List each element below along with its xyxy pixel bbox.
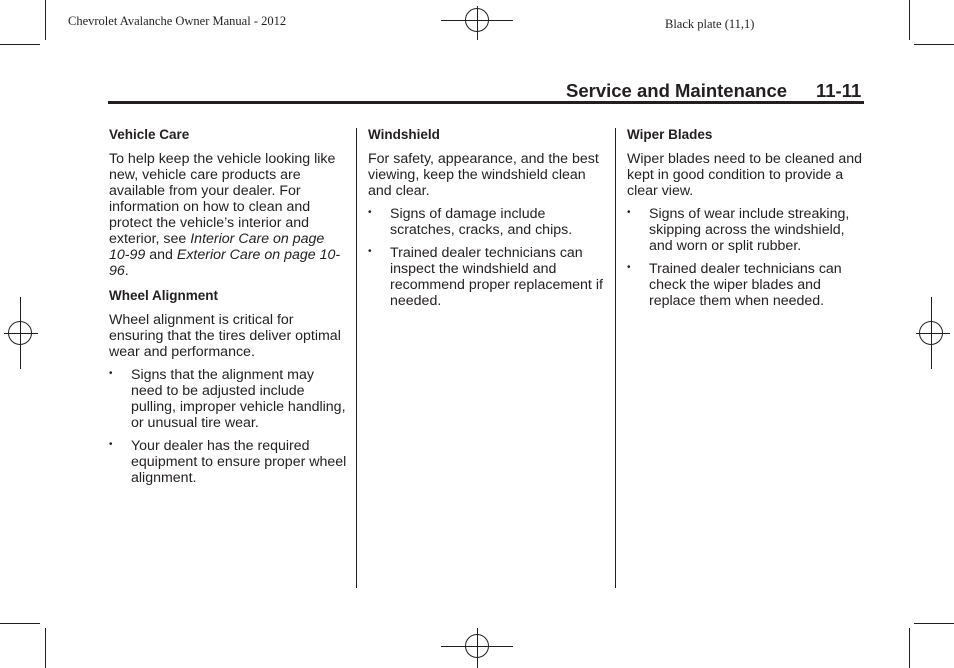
manual-title: Chevrolet Avalanche Owner Manual - 2012	[68, 14, 287, 28]
page-number: 11-11	[816, 80, 862, 101]
registration-mark-circle	[465, 634, 489, 658]
exterior-care-reference: Exterior Care on page 10-96	[109, 247, 341, 279]
crop-mark	[0, 44, 40, 45]
registration-mark-circle	[8, 321, 32, 345]
crop-mark	[0, 623, 40, 624]
column-divider	[356, 128, 357, 588]
vehicle-care-paragraph: To help keep the vehicle looking like new, vehicle care products are available from your dealer. For information on how to clean and protect the vehicle’s interior and exterior, see Interior Care on page 10-99 and Exterior Care on page 10-96.	[109, 151, 341, 279]
section-title: Service and Maintenance	[566, 80, 788, 101]
list-item: • Trained dealer technicians can inspect the windshield and recommend proper replacement if needed.	[368, 245, 603, 309]
list-item: • Signs of wear include streaking, skipping across the windshield, and worn or split rubber.	[627, 206, 850, 254]
crop-mark	[909, 0, 910, 40]
crop-mark	[914, 623, 954, 624]
crop-mark	[45, 628, 46, 668]
wiper-blades-paragraph: Wiper blades need to be cleaned and kept in good condition to provide a clear view.	[627, 151, 863, 199]
list-item: • Trained dealer technicians can check the wiper blades and replace them when needed.	[627, 261, 842, 309]
bullet-icon: •	[627, 262, 631, 273]
windshield-list	[368, 206, 606, 309]
heading-windshield: Windshield	[368, 127, 440, 142]
heading-wheel-alignment: Wheel Alignment	[109, 288, 219, 303]
wheel-alignment-paragraph: Wheel alignment is critical for ensuring that the tires deliver optimal wear and performance.	[109, 312, 341, 360]
registration-mark-circle	[919, 321, 943, 345]
wiper-blades-list	[627, 206, 865, 309]
bullet-icon: •	[368, 246, 372, 257]
heading-wiper-blades: Wiper Blades	[627, 127, 713, 142]
column-divider	[615, 128, 616, 588]
bullet-icon: •	[368, 207, 372, 218]
plate-label: Black plate (11,1)	[665, 17, 755, 31]
heading-vehicle-care: Vehicle Care	[109, 127, 190, 142]
crop-mark	[909, 628, 910, 668]
list-item: • Your dealer has the required equipment to ensure proper wheel alignment.	[109, 438, 347, 486]
wheel-alignment-list	[109, 367, 347, 486]
column-vehicle-care	[109, 127, 347, 493]
crop-mark	[914, 44, 954, 45]
list-item: • Signs of damage include scratches, cracks, and chips.	[368, 206, 573, 238]
bullet-icon: •	[109, 439, 113, 450]
column-windshield	[368, 127, 606, 316]
header-rule	[108, 101, 864, 104]
windshield-paragraph: For safety, appearance, and the best viewing, keep the windshield clean and clear.	[368, 151, 599, 199]
crop-mark	[45, 0, 46, 40]
registration-mark-circle	[465, 8, 489, 32]
bullet-icon: •	[109, 368, 113, 379]
interior-care-reference: Interior Care on page 10-99	[109, 231, 325, 263]
list-item: • Signs that the alignment may need to be adjusted include pulling, improper vehicle handling, or unusual tire wear.	[109, 367, 346, 431]
column-wiper-blades	[627, 127, 865, 316]
bullet-icon: •	[627, 207, 631, 218]
